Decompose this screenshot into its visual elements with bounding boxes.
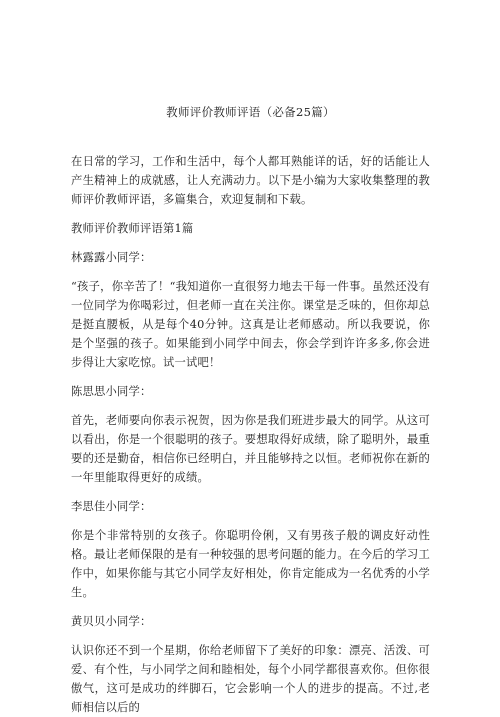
entry-name: 黄贝贝小同学： [71,615,152,628]
section-heading: 教师评价教师评语第1篇 [71,222,194,235]
entry-text: “孩子，你辛苦了！“我知道你一直很努力地去干每一件事。虽然还没有一位同学为你喝彩过，但老师一直在关注你。课堂是乏味的，但你却总是挺直腰板，从是每个40分钟。这真是让老师感动。所以我要说，你是个坚强的孩子。如果能到小同学中间去，你会学到许许多多,你会进步得让大家吃惊。试一试吧！ [71,280,430,369]
entry-text: 你是个非常特别的女孩子。你聪明伶俐，又有男孩子般的调皮好动性格。最让老师保限的是有一种较强的思考问题的能力。在今后的学习工作中，如果你能与其它小同学友好相处，你肯定能成为一名优秀的小学生。 [71,529,430,599]
entry-text: 认识你还不到一个星期，你给老师留下了美好的印象：漂亮、活泼、可爱、有个性，与小同学之间和睦相处，每个小同学都很喜欢你。但你很傲气，这可是成功的绊脚石，它会影响一个人的进步的提高。不过,老师相信以后的 [71,644,430,714]
entry-name: 林露露小同学： [71,251,152,264]
entry-name: 李思佳小同学： [71,500,152,513]
document-title: 教师评价教师评语（必备25篇） [166,105,335,119]
intro-paragraph: 在日常的学习，工作和生活中，每个人都耳熟能详的话，好的话能让人产生精神上的成就感，让人充满动力。以下是小编为大家收集整理的教师评价教师评语，多篇集合，欢迎复制和下载。 [71,155,430,206]
entry-name: 陈思思小同学： [71,385,152,398]
entry-text: 首先，老师要向你表示祝贺，因为你是我们班进步最大的同学。从这可以看出，你是一个很聪明的孩子。要想取得好成绩，除了聪明外，最重要的还是勤奋，相信你已经明白，并且能够持之以恒。老师祝你在新的一年里能取得更好的成绩。 [71,414,430,484]
